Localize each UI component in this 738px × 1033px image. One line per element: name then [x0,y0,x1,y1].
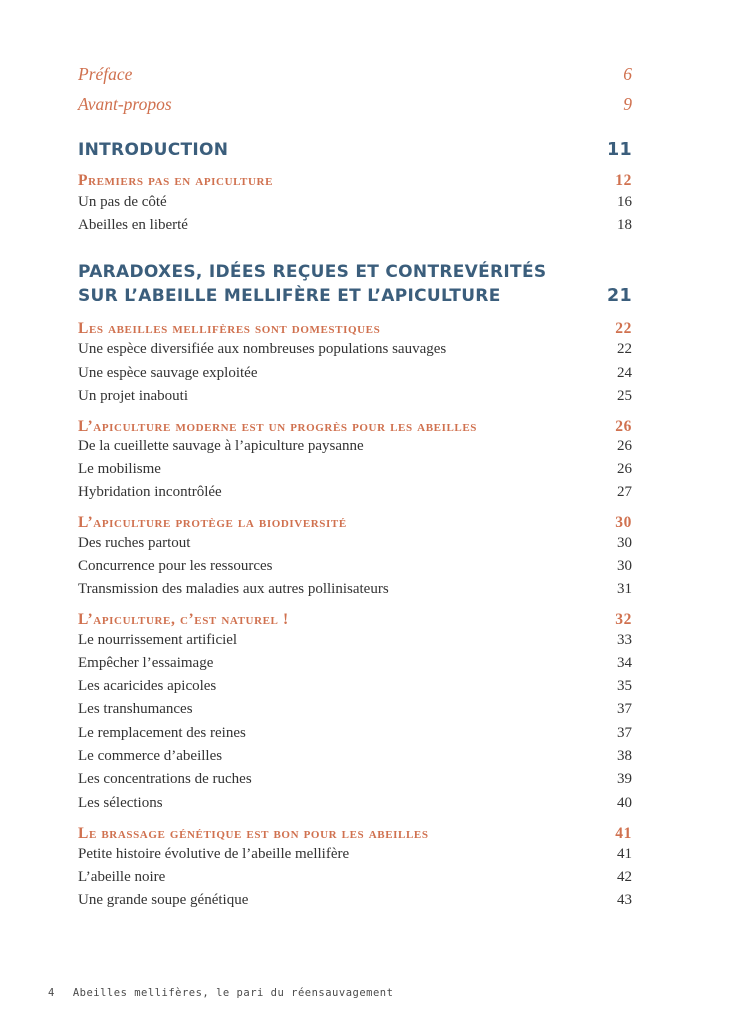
toc-title-line: Les concentrations de ruches [78,771,252,787]
toc-page-number: 22 [617,341,632,357]
toc-title [78,846,349,863]
toc-page-number: 30 [617,535,632,551]
toc-title-line: Empêcher l’essaimage [78,655,214,671]
toc-section [78,581,632,598]
toc-chapter [78,418,632,436]
toc-title [78,655,213,672]
toc-page-number: 12 [615,172,632,189]
toc-title-line: Un projet inabouti [78,388,188,404]
toc-page-number: 9 [623,94,632,114]
toc-title [78,365,258,382]
toc-section [78,892,632,909]
toc-title-line: L’apiculture protège la biodiversité [78,514,347,531]
toc-title [78,388,188,405]
toc-section [78,217,632,234]
toc-chapter [78,825,632,843]
toc-title-line: L’apiculture, c’est naturel ! [78,611,289,628]
toc-page-number: 26 [617,461,632,477]
toc-title [78,701,193,718]
toc-title-line: Une espèce diversifiée aux nombreuses populations sauvages [78,341,447,357]
toc-title [78,558,273,575]
toc-page-number: 22 [615,320,632,337]
toc-title [78,194,167,211]
toc-title-line: Le commerce d’abeilles [78,748,223,764]
toc-title-line: SUR L’ABEILLE MELLIFÈRE ET L’APICULTURE [78,286,501,306]
toc-page-number: 6 [623,64,632,84]
toc-page-number: 16 [617,194,632,210]
toc-section [78,701,632,718]
toc-title-line: Abeilles en liberté [78,217,188,233]
toc-title [78,64,132,85]
toc-page-number: 41 [615,825,632,842]
toc-section [78,484,632,501]
toc-title-line: Une espèce sauvage exploitée [78,365,258,381]
toc-page-number: 30 [615,514,632,531]
toc-section [78,341,632,358]
toc-section [78,194,632,211]
toc-title [78,320,380,338]
toc-title-line: Le remplacement des reines [78,725,246,741]
toc-title [78,94,172,115]
toc-page-number: 41 [617,846,632,862]
toc-title-line: Le mobilisme [78,461,161,477]
toc-title [78,514,347,532]
toc-title-line: Les sélections [78,795,163,811]
toc-section [78,461,632,478]
toc-title-line: Transmission des maladies aux autres pollinisateurs [78,581,389,597]
toc-page-number: 21 [607,286,632,306]
toc-section [78,558,632,575]
toc-title-line: Une grande soupe génétique [78,892,249,908]
toc-chapter [78,172,632,190]
toc-title [78,418,477,436]
toc-title-line: INTRODUCTION [78,140,229,160]
toc-title-line: Premiers pas en apiculture [78,172,274,189]
toc-prelim [78,64,632,85]
toc-title [78,341,446,358]
toc-title [78,260,546,308]
toc-section [78,632,632,649]
toc-title-line: Hybridation incontrôlée [78,484,222,500]
toc-title [78,461,161,478]
toc-chapter [78,320,632,338]
toc-title [78,172,273,190]
toc-page-number: 25 [617,388,632,404]
toc-part [78,260,632,308]
page-footer [48,987,393,999]
toc-title-line: Préface [78,64,133,84]
toc-page-number: 39 [617,771,632,787]
toc-page-number: 11 [607,140,632,160]
toc-section [78,771,632,788]
toc-page-number: 40 [617,795,632,811]
toc-page-number: 27 [617,484,632,500]
toc-title [78,725,246,742]
toc-title-line: Un pas de côté [78,194,167,210]
toc-title [78,217,188,234]
toc-section [78,388,632,405]
toc-page-number: 30 [617,558,632,574]
toc-section [78,846,632,863]
toc-page-number: 42 [617,869,632,885]
toc-section [78,678,632,695]
toc-page-number: 37 [617,725,632,741]
toc-title [78,892,248,909]
toc-part [78,138,632,162]
toc-page-number: 43 [617,892,632,908]
toc-title [78,771,252,788]
toc-section [78,869,632,886]
toc-chapter [78,514,632,532]
toc-title [78,678,216,695]
toc-title-line: Concurrence pour les ressources [78,558,273,574]
toc-title [78,795,163,812]
toc-title [78,438,364,455]
toc-page-number: 26 [615,418,632,435]
toc-title [78,632,237,649]
toc-chapter [78,611,632,629]
toc-title [78,611,289,629]
toc-page-number: 26 [617,438,632,454]
toc-page-number: 32 [615,611,632,628]
toc-page-number: 38 [617,748,632,764]
toc-title-line: L’apiculture moderne est un progrès pour les abeilles [78,418,478,435]
toc-title [78,748,222,765]
toc-title-line: Les abeilles mellifères sont domestiques [78,320,381,337]
toc-page-number: 31 [617,581,632,597]
toc-title [78,484,222,501]
toc-title-line: Les transhumances [78,701,193,717]
toc-title-line: Le nourrissement artificiel [78,632,238,648]
toc-section [78,655,632,672]
toc-title-line: PARADOXES, IDÉES REÇUES ET CONTREVÉRITÉS [78,262,547,282]
toc-title-line: Des ruches partout [78,535,191,551]
toc-title-line: Petite histoire évolutive de l’abeille mellifère [78,846,350,862]
toc-section [78,535,632,552]
toc-page-number: 34 [617,655,632,671]
toc-title-line: De la cueillette sauvage à l’apiculture paysanne [78,438,364,454]
toc-section [78,795,632,812]
table-of-contents [78,0,632,1033]
toc-section [78,438,632,455]
toc-title-line: Les acaricides apicoles [78,678,217,694]
toc-title-line: Avant-propos [78,94,172,114]
toc-page-number: 33 [617,632,632,648]
footer-running-title: Abeilles mellifères, le pari du réensauvagement [72,987,394,999]
toc-section [78,725,632,742]
toc-page-number: 24 [617,365,632,381]
toc-section [78,748,632,765]
toc-title [78,581,389,598]
toc-title [78,535,190,552]
toc-page-number: 35 [617,678,632,694]
toc-title [78,869,165,886]
toc-title-line: L’abeille noire [78,869,166,885]
toc-section [78,365,632,382]
toc-title-line: Le brassage génétique est bon pour les abeilles [78,825,429,842]
toc-page-number: 18 [617,217,632,233]
toc-prelim [78,94,632,115]
footer-page-number: 4 [48,987,55,999]
toc-title [78,138,228,162]
toc-page-number: 37 [617,701,632,717]
toc-title [78,825,429,843]
